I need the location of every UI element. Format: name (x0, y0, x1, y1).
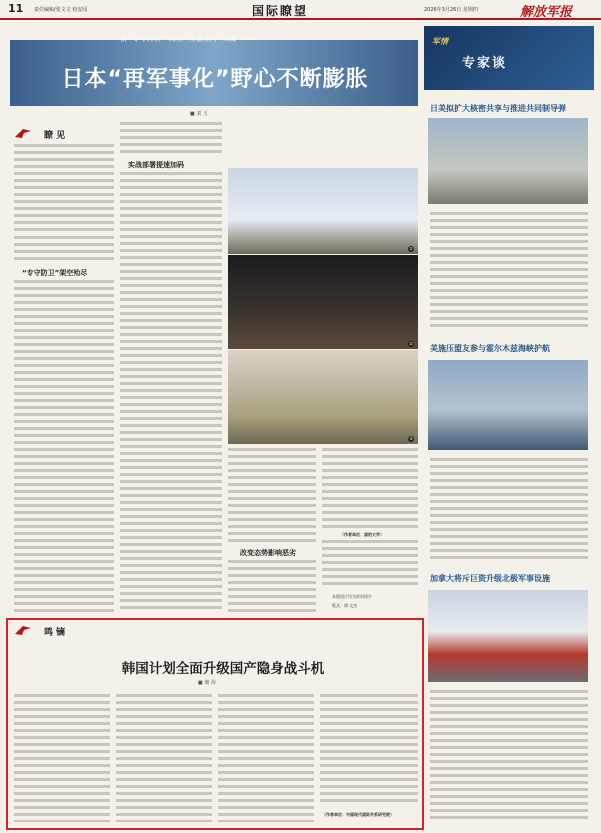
subhead-1: 实战部署提速加码 (128, 161, 184, 169)
editors-credit: 责任编辑/张文文 校安园 (34, 7, 88, 13)
main-author-note: （作者单位：国防大学） (340, 532, 384, 537)
right-text-3 (430, 690, 588, 822)
expert-banner (424, 26, 594, 90)
right-photo-3 (428, 590, 588, 682)
expert-banner-title: 专家谈 (462, 56, 508, 71)
issue-date: 2026年3月26日 星期四 (424, 7, 478, 13)
photo-badge-1: ① (409, 246, 413, 251)
layout-credit: 版式：谭 文杰 (332, 603, 358, 608)
text-column-1a (14, 144, 114, 234)
text-column-1c (14, 280, 114, 612)
right-headline-1: 日美拟扩大核密共享与推进共同制导弹 (430, 104, 566, 113)
page-number: 11 (8, 2, 24, 15)
section-title: 国际瞭望 (252, 4, 309, 18)
text-column-2a (120, 122, 222, 154)
right-headline-3: 加拿大将斥巨资升级北极军事设施 (430, 574, 550, 583)
box-text-col-2 (116, 694, 212, 822)
text-column-4b (322, 540, 418, 588)
box-section-label (30, 625, 65, 638)
photo-credit: 本版图片均为资料图片 (332, 594, 372, 599)
box-headline: 韩国计划全面升级国产隐身战斗机 (121, 661, 325, 677)
section-label-text: 瞭 见 (44, 131, 66, 141)
right-text-2 (430, 458, 588, 562)
photo-badge-2: ② (409, 341, 413, 346)
right-photo-2 (428, 360, 588, 450)
missile-launch-photo (228, 168, 418, 254)
box-section-label-text: 鸣 镝 (44, 628, 66, 638)
box-text-col-3 (218, 694, 314, 822)
subhead-3: 改变态势影响恶劣 (240, 549, 296, 557)
text-column-3a (228, 448, 316, 544)
box-text-col-4 (320, 694, 418, 806)
photo-badge-3: ③ (409, 436, 413, 441)
text-column-2b (120, 172, 222, 612)
box-byline: ■ 湘 海 (198, 680, 216, 686)
section-label-liaojian (30, 128, 65, 141)
right-headline-2: 美施压盟友参与霍尔木兹海峡护航 (430, 344, 550, 353)
masthead-logo: 解放军报 (520, 5, 573, 20)
box-author-note: （作者单位：中国现代国际关系研究院） (322, 812, 394, 817)
protest-photo (228, 255, 418, 349)
text-column-4a (322, 448, 418, 528)
missile-launcher-photo (228, 350, 418, 444)
main-headline: 日本“再军事化”野心不断膨胀 (61, 67, 369, 92)
article-kicker: 借 "专守防卫" "防卫" 力量走向 "实战" —— (120, 35, 256, 43)
right-text-1 (430, 212, 588, 330)
text-column-3b (228, 560, 316, 612)
subhead-2: “专守防卫”架空殆尽 (22, 269, 88, 277)
text-column-1b (14, 236, 114, 262)
right-photo-1 (428, 118, 588, 204)
box-text-col-1 (14, 694, 110, 822)
main-byline: ■ 刘 玉 (190, 111, 208, 117)
expert-banner-sub: 军情 (432, 37, 448, 46)
